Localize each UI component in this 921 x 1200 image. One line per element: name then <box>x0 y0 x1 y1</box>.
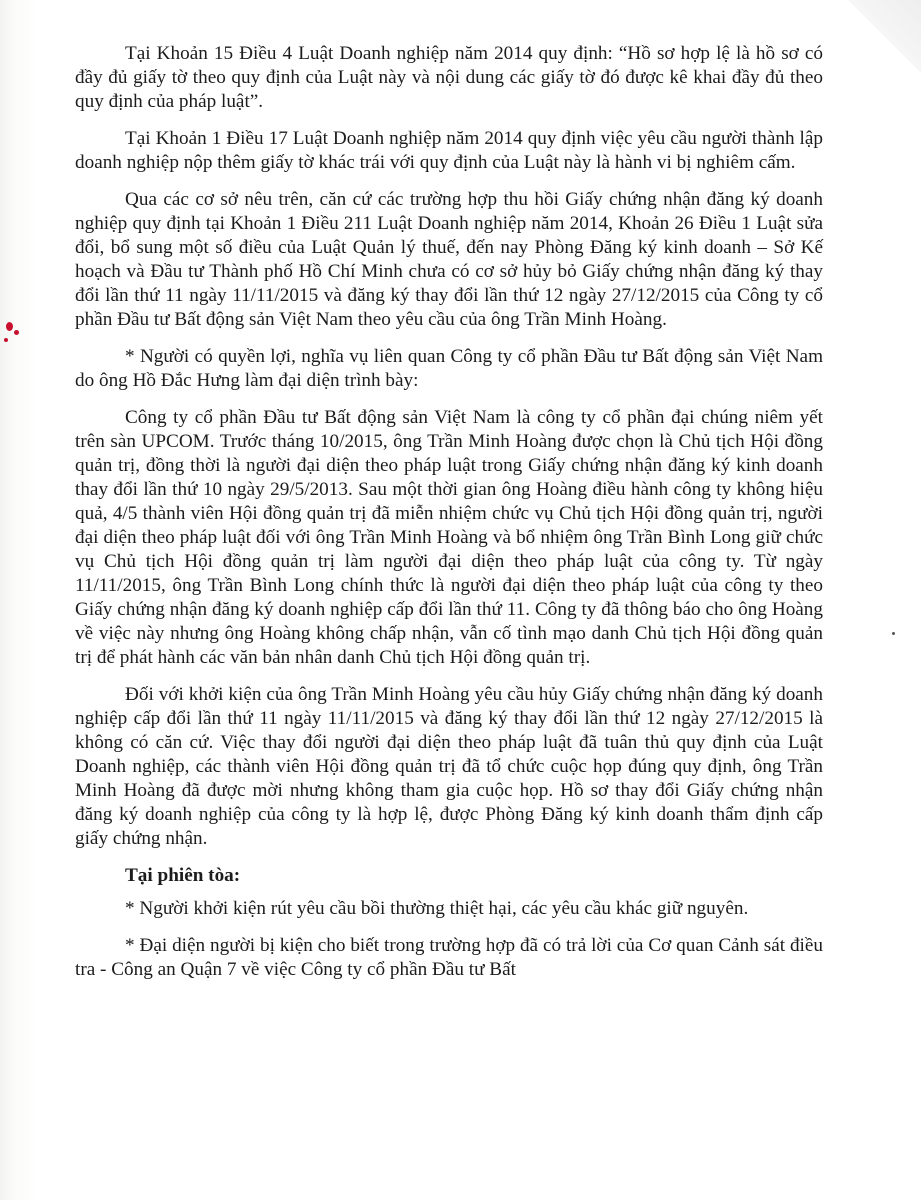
section-heading-hearing: Tại phiên tòa: <box>125 865 241 886</box>
page-fold-shadow <box>841 0 921 80</box>
paragraph-law-article-4: Tại Khoản 15 Điều 4 Luật Doanh nghiệp năm 2014 quy định: “Hồ sơ hợp lệ là hồ sơ có đầy đủ giấy tờ theo quy định của Luật này và nội dung các giấy tờ đó được kê khai đầy đủ theo quy định của pháp luật”. <box>75 43 823 112</box>
paragraph-related-party: * Người có quyền lợi, nghĩa vụ liên quan Công ty cổ phần Đầu tư Bất động sản Việt Nam do ông Hồ Đắc Hưng làm đại diện trình bày: <box>75 346 823 391</box>
ink-stain-mark <box>6 322 13 331</box>
paragraph-law-article-17: Tại Khoản 1 Điều 17 Luật Doanh nghiệp năm 2014 quy định việc yêu cầu người thành lập doanh nghiệp nộp thêm giấy tờ khác trái với quy định của Luật này là hành vi bị nghiêm cấm. <box>75 128 823 173</box>
paragraph-conclusion: Qua các cơ sở nêu trên, căn cứ các trường hợp thu hồi Giấy chứng nhận đăng ký doanh nghiệp quy định tại Khoản 1 Điều 211 Luật Doanh nghiệp năm 2014, Khoản 26 Điều 1 Luật sửa đổi, bổ sung một số điều của Luật Quản lý thuế, đến nay Phòng Đăng ký kinh doanh – Sở Kế hoạch và Đầu tư Thành phố Hồ Chí Minh chưa có cơ sở hủy bỏ Giấy chứng nhận đăng ký thay đổi lần thứ 11 ngày 11/11/2015 và đăng ký thay đổi lần thứ 12 ngày 27/12/2015 của Công ty cổ phần Đầu tư Bất động sản Việt Nam theo yêu cầu của ông Trần Minh Hoàng. <box>75 189 823 330</box>
document-body <box>75 42 823 995</box>
paragraph-defendant-representative: * Đại diện người bị kiện cho biết trong trường hợp đã có trả lời của Cơ quan Cảnh sát điều tra - Công an Quận 7 về việc Công ty cổ phần Đầu tư Bất <box>75 935 823 980</box>
paragraph-company-statement: Công ty cổ phần Đầu tư Bất động sản Việt Nam là công ty cổ phần đại chúng niêm yết trên sàn UPCOM. Trước tháng 10/2015, ông Trần Minh Hoàng được chọn là Chủ tịch Hội đồng quản trị, đồng thời là người đại diện theo pháp luật trong Giấy chứng nhận đăng ký kinh doanh thay đổi lần thứ 10 ngày 29/5/2013. Sau một thời gian ông Hoàng điều hành công ty không hiệu quả, 4/5 thành viên Hội đồng quản trị đã miễn nhiệm chức vụ Chủ tịch Hội đồng quản trị, người đại diện theo pháp luật đối với ông Trần Minh Hoàng và bổ nhiệm ông Trần Bình Long giữ chức vụ Chủ tịch Hội đồng quản trị làm người đại diện theo pháp luật của công ty. Từ ngày 11/11/2015, ông Trần Bình Long chính thức là người đại diện theo pháp luật của công ty theo Giấy chứng nhận đăng ký doanh nghiệp cấp đổi lần thứ 11. Công ty đã thông báo cho ông Hoàng về việc này nhưng ông Hoàng không chấp nhận, vẫn cố tình mạo danh Chủ tịch Hội đồng quản trị để phát hành các văn bản nhân danh Chủ tịch Hội đồng quản trị. <box>75 407 823 668</box>
scan-speck <box>892 632 895 635</box>
paragraph-lawsuit-response: Đối với khởi kiện của ông Trần Minh Hoàng yêu cầu hủy Giấy chứng nhận đăng ký doanh nghiệp cấp đổi lần thứ 11 ngày 11/11/2015 và đăng ký thay đổi lần thứ 12 ngày 27/12/2015 là không có căn cứ. Việc thay đổi người đại diện theo pháp luật đã tuân thủ quy định của Luật Doanh nghiệp, các thành viên Hội đồng quản trị đã tổ chức cuộc họp đúng quy định, ông Trần Minh Hoàng đã được mời nhưng không tham gia cuộc họp. Hồ sơ thay đổi Giấy chứng nhận đăng ký doanh nghiệp của công ty là hợp lệ, được Phòng Đăng ký kinh doanh thẩm định cấp giấy chứng nhận. <box>75 684 823 849</box>
paragraph-plaintiff-withdrawal: * Người khởi kiện rút yêu cầu bồi thường thiệt hại, các yêu cầu khác giữ nguyên. <box>125 898 749 919</box>
ink-stain-mark <box>4 338 8 342</box>
ink-stain-mark <box>14 330 19 335</box>
